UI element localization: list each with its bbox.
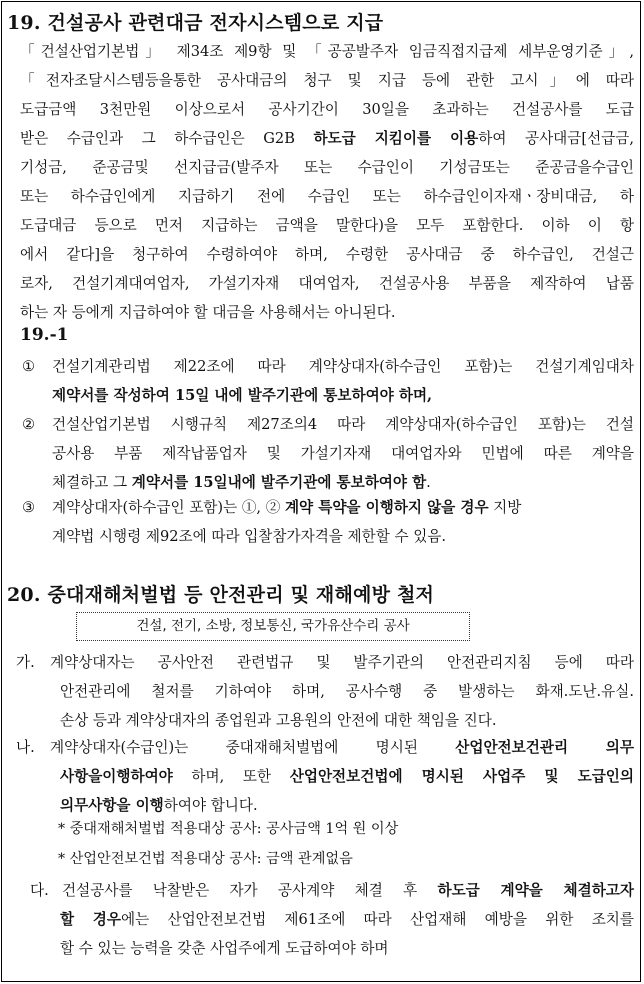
text: 지방 [488, 499, 522, 516]
text: 하여 공사대금[선급금, [478, 130, 634, 147]
item-line: 계약법 시행령 제92조에 따라 입찰참가자격을 제한할 수 있음. [52, 528, 447, 545]
item-line-mixed [20, 493, 634, 522]
clause-line: 할 수 있는 능력을 갖춘 사업주에게 도급하여야 하며 [60, 940, 389, 957]
text: 체결하고 그 [52, 474, 132, 491]
text: 에는 산업안전보건법 제61조에 따라 산업재해 예방을 위한 조치를 [121, 911, 634, 928]
text: 하여야 합니다. [163, 797, 258, 814]
bold-text: 하도급 계약을 체결하고자 [437, 882, 634, 899]
item-line: 건설산업기본법 시행규칙 제27조의4 따라 계약상대자(하수급인 포함)는 건설 [52, 416, 634, 433]
note-1: * 중대재해처벌법 적용대상 공사: 공사금액 1억 원 이상 [58, 821, 399, 837]
clause-line-mixed [14, 905, 634, 934]
text: 건설공사를 낙찰받은 자가 공사계약 체결 후 [62, 882, 438, 899]
clause-da [14, 876, 634, 963]
section-19-title: 19. 건설공사 관련대금 전자시스템으로 지급 [7, 12, 384, 34]
text: 계약상대자(하수급인 포함)는 ①, ② [52, 499, 285, 516]
section-20-title: 20. 중대재해처벌법 등 안전관리 및 재해예방 철저 [7, 584, 435, 606]
clause-line: 안전관리에 철저를 기하여야 하며, 공사수행 중 발생하는 화재.도난.유실. [60, 683, 634, 700]
section-19-1-title: 19.-1 [20, 325, 69, 345]
scope-box: 건설, 전기, 소방, 정보통신, 국가유산수리 공사 [76, 612, 470, 641]
clause-line-mixed [14, 762, 634, 791]
clause-label: 나. [16, 739, 35, 756]
item-line: 건설기계관리법 제22조에 따라 계약상대자(하수급인 포함)는 건설기계임대차 [52, 358, 634, 375]
bold-text: 산업안전보건법에 명시된 사업주 및 도급인의 [289, 768, 634, 785]
text: . [426, 474, 431, 491]
body-line: 「건설산업기본법」 제34조 제9항 및 「공공발주자 임금직접지급제 세부운영기준」, [20, 43, 634, 60]
text: 받은 수급인과 그 하수급인은 G2B [20, 130, 314, 147]
bold-text: 할 경우 [60, 911, 122, 928]
item-line: 공사용 부품 제작납품업자 및 가설기자재 대여업자와 민법에 따른 계약을 [52, 445, 634, 462]
clause-line-mixed [14, 876, 634, 905]
body-line: 기성금, 준공금및 선지급금(발주자 또는 수급인이 기성금또는 준공금을수급인 [20, 159, 634, 176]
body-line: 에서 같다]을 청구하여 수령하여야 하며, 수령한 공사대금 중 하수급인, 건설근 [20, 246, 634, 263]
note-2: * 산업안전보건법 적용대상 공사: 금액 관계없음 [58, 851, 353, 867]
body-line: 하는 자 등에게 지급하여야 할 대금을 사용해서는 아니된다. [20, 304, 396, 321]
item-3 [20, 493, 634, 551]
body-line: 로자, 건설기계대여업자, 가설기자재 대여업자, 건설공사용 부품을 제작하여 납품 [20, 275, 634, 292]
item-2 [20, 410, 634, 497]
bold-text: 계약 특약을 이행하지 않을 경우 [284, 499, 489, 516]
body-line: 「전자조달시스템등을통한 공사대금의 청구 및 지급 등에 관한 고시」에 따라 [20, 72, 634, 89]
bold-text: 계약서를 15일내에 발주기관에 통보하여야 함 [131, 474, 427, 491]
text: 하며, 또한 [172, 768, 290, 785]
bold-text: 제약서를 작성하여 15일 내에 발주기관에 통보하여야 하며, [52, 387, 433, 404]
item-number: ② [22, 416, 36, 433]
body-line: 도급대금 등으로 먼저 지급하는 금액을 말한다)을 모두 포함한다. 이하 이 항 [20, 217, 634, 234]
bold-text: 사항을이행하여야 [60, 768, 173, 785]
bold-text: 하도급 지킴이를 이용 [313, 130, 479, 147]
item-1 [20, 352, 634, 410]
bold-text: 의무사항을 이행 [60, 797, 164, 814]
item-line-bold [20, 381, 634, 410]
clause-label: 다. [30, 882, 49, 899]
clause-line-mixed [14, 733, 634, 762]
clause-line: 계약상대자는 공사안전 관련법규 및 발주기관의 안전관리지침 등에 따라 [50, 654, 634, 671]
body-line-with-bold [20, 124, 634, 153]
clause-ga [14, 648, 634, 735]
bold-text: 산업안전보건관리 의무 [455, 739, 634, 756]
item-number: ③ [22, 499, 36, 516]
text: 계약상대자(수급인)는 중대재해처벌법에 명시된 [50, 739, 456, 756]
body-line: 또는 하수급인에게 지급하기 전에 수급인 또는 하수급인이자재ㆍ장비대금, 하 [20, 188, 634, 205]
clause-label: 가. [16, 654, 35, 671]
item-number: ① [22, 358, 36, 375]
clause-line: 손상 등과 계약상대자의 종업원과 고용원의 안전에 대한 책임을 진다. [60, 712, 497, 729]
clause-na [14, 733, 634, 820]
section-19-body [20, 37, 634, 327]
body-line: 도급금액 3천만원 이상으로서 공사기간이 30일을 초과하는 건설공사를 도급 [20, 101, 634, 118]
